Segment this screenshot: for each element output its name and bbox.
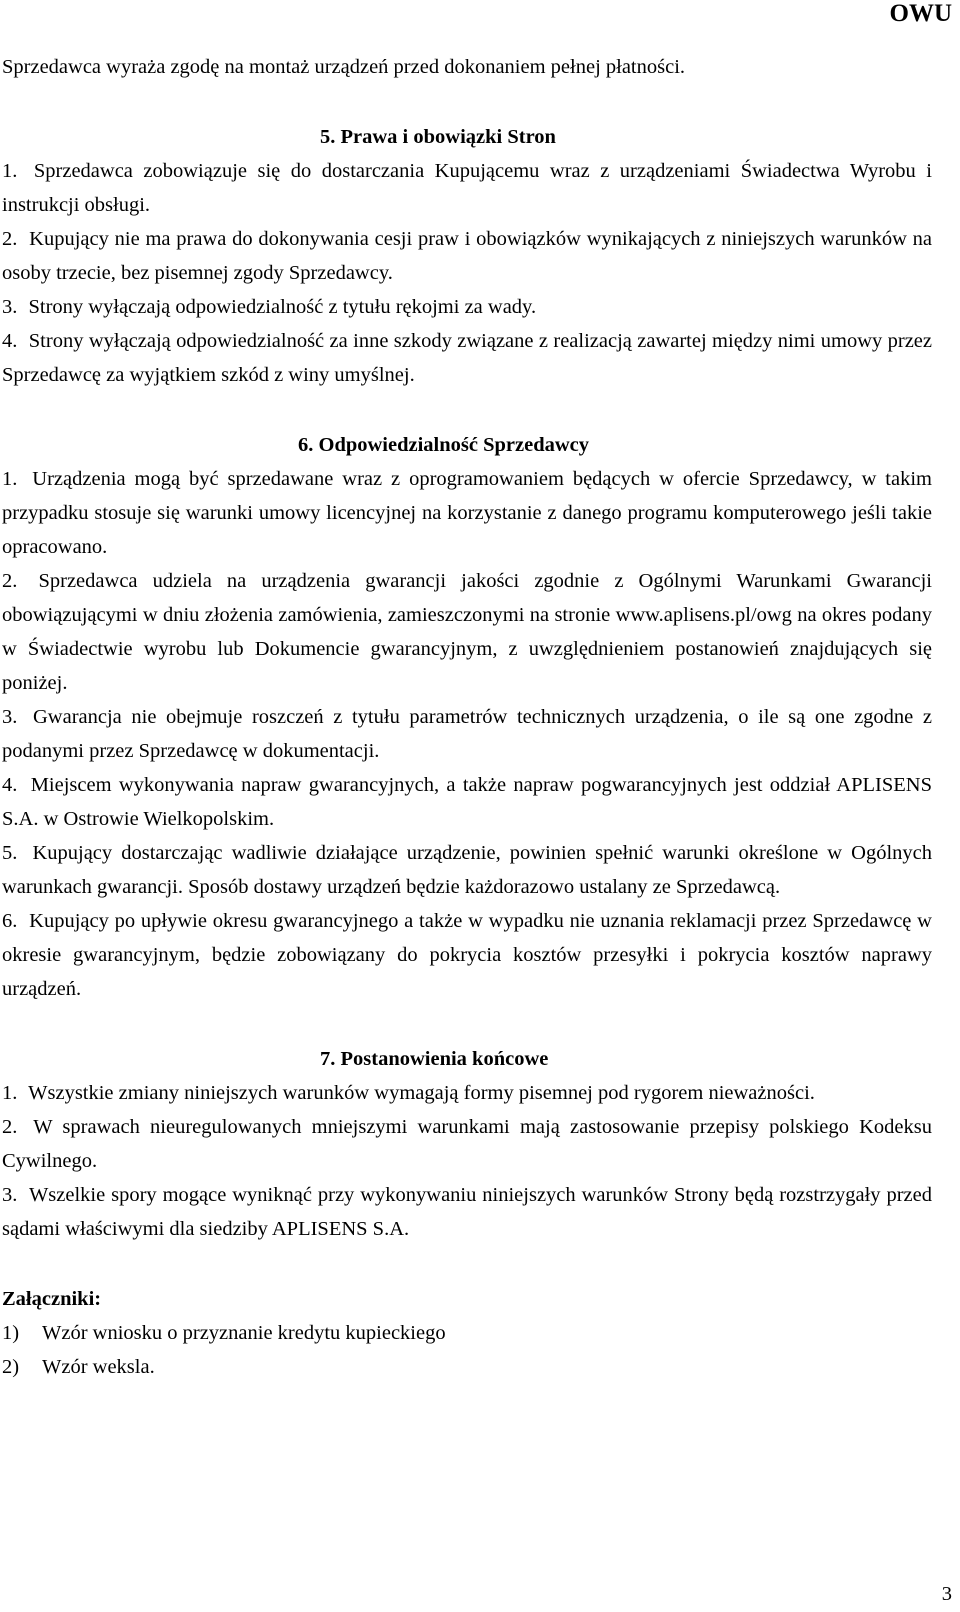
- section-7-item-1: [2, 1076, 932, 1110]
- item-number: 1.: [2, 160, 18, 182]
- item-text: Strony wyłączają odpowiedzialność z tytułu rękojmi za wady.: [28, 296, 537, 318]
- item-text: Kupujący nie ma prawa do dokonywania cesji praw i obowiązków wynikających z niniejszych warunków na osoby trzecie, bez pisemnej zgody Sprzedawcy.: [2, 228, 932, 284]
- item-number: 3.: [2, 296, 18, 318]
- item-number: 1.: [2, 1082, 18, 1104]
- section-6-item-5: [2, 836, 932, 904]
- intro-paragraph: Sprzedawca wyraża zgodę na montaż urządzeń przed dokonaniem pełnej płatności.: [2, 56, 686, 78]
- section-7-title: 7. Postanowienia końcowe: [320, 1048, 549, 1070]
- section-6-item-3: [2, 700, 932, 768]
- item-text: Urządzenia mogą być sprzedawane wraz z oprogramowaniem będących w ofercie Sprzedawcy, w takim przypadku stosuje się warunki umowy licencyjnej na korzystanie z danego programu komputerowego jeśli takie opracowano.: [2, 468, 932, 558]
- item-number: 1.: [2, 468, 18, 490]
- item-text: Kupujący dostarczając wadliwie działające urządzenie, powinien spełnić warunki określone w Ogólnych warunkach gwarancji. Sposób dostawy urządzeń będzie każdorazowo ustalany ze Sprzedawcą.: [2, 842, 933, 898]
- item-number: 3.: [2, 1184, 18, 1206]
- item-text: Sprzedawca udziela na urządzenia gwarancji jakości zgodnie z Ogólnymi Warunkami Gwarancji obowiązującymi w dniu złożenia zamówienia, zamieszczonymi na stronie www.aplisens.pl/owg na okres podany w Świadectwie wyrobu lub Dokumencie gwarancyjnym, z uwzględnieniem postanowień znajdujących się poniżej.: [2, 570, 932, 694]
- item-text: Strony wyłączają odpowiedzialność za inne szkody związane z realizacją zawartej między nimi umowy przez Sprzedawcę za wyjątkiem szkód z winy umyślnej.: [2, 330, 933, 386]
- section-6-title: 6. Odpowiedzialność Sprzedawcy: [298, 434, 589, 456]
- item-number: 2.: [2, 570, 18, 592]
- item-text: Wszystkie zmiany niniejszych warunków wymagają formy pisemnej pod rygorem nieważności.: [28, 1082, 815, 1104]
- attachments-title: Załączniki:: [2, 1288, 102, 1310]
- section-7-item-3: [2, 1178, 932, 1246]
- section-5-item-2: [2, 222, 932, 290]
- section-6-item-1: [2, 462, 932, 564]
- section-6-item-6: [2, 904, 932, 1006]
- item-number: 2): [2, 1356, 20, 1378]
- item-text: Sprzedawca zobowiązuje się do dostarczania Kupującemu wraz z urządzeniami Świadectwa Wyrobu i instrukcji obsługi.: [2, 160, 932, 216]
- section-5-title: 5. Prawa i obowiązki Stron: [320, 126, 556, 148]
- document-header: OWU: [889, 0, 952, 27]
- section-6-item-4: [2, 768, 932, 836]
- page-number: 3: [941, 1583, 952, 1605]
- item-number: 3.: [2, 706, 18, 728]
- item-text: Wzór weksla.: [42, 1356, 155, 1378]
- item-number: 5.: [2, 842, 18, 864]
- attachment-item-1: [2, 1316, 932, 1350]
- section-7-item-2: [2, 1110, 932, 1178]
- item-number: 4.: [2, 330, 18, 352]
- item-text: Kupujący po upływie okresu gwarancyjnego a także w wypadku nie uznania reklamacji przez Sprzedawcę w okresie gwarancyjnym, będzie zobowiązany do pokrycia kosztów przesyłki i pokrycia kosztów naprawy urządzeń.: [2, 910, 932, 1000]
- document-body: [2, 50, 932, 1384]
- item-text: Wzór wniosku o przyznanie kredytu kupieckiego: [42, 1322, 446, 1344]
- section-6-item-2: [2, 564, 932, 700]
- section-5-item-1: [2, 154, 932, 222]
- item-number: 1): [2, 1322, 20, 1344]
- item-text: Wszelkie spory mogące wyniknąć przy wykonywaniu niniejszych warunków Strony będą rozstrzygały przed sądami właściwymi dla siedziby APLISENS S.A.: [2, 1184, 932, 1240]
- item-text: Gwarancja nie obejmuje roszczeń z tytułu parametrów technicznych urządzenia, o ile są one zgodne z podanymi przez Sprzedawcę w dokumentacji.: [2, 706, 932, 762]
- item-number: 6.: [2, 910, 18, 932]
- section-5-item-4: [2, 324, 932, 392]
- attachment-item-2: [2, 1350, 932, 1384]
- item-number: 2.: [2, 1116, 18, 1138]
- item-number: 4.: [2, 774, 18, 796]
- item-text: W sprawach nieuregulowanych mniejszymi warunkami mają zastosowanie przepisy polskiego Kodeksu Cywilnego.: [2, 1116, 932, 1172]
- section-5-item-3: [2, 290, 932, 324]
- item-text: Miejscem wykonywania napraw gwarancyjnych, a także napraw pogwarancyjnych jest oddział APLISENS S.A. w Ostrowie Wielkopolskim.: [2, 774, 932, 830]
- item-number: 2.: [2, 228, 18, 250]
